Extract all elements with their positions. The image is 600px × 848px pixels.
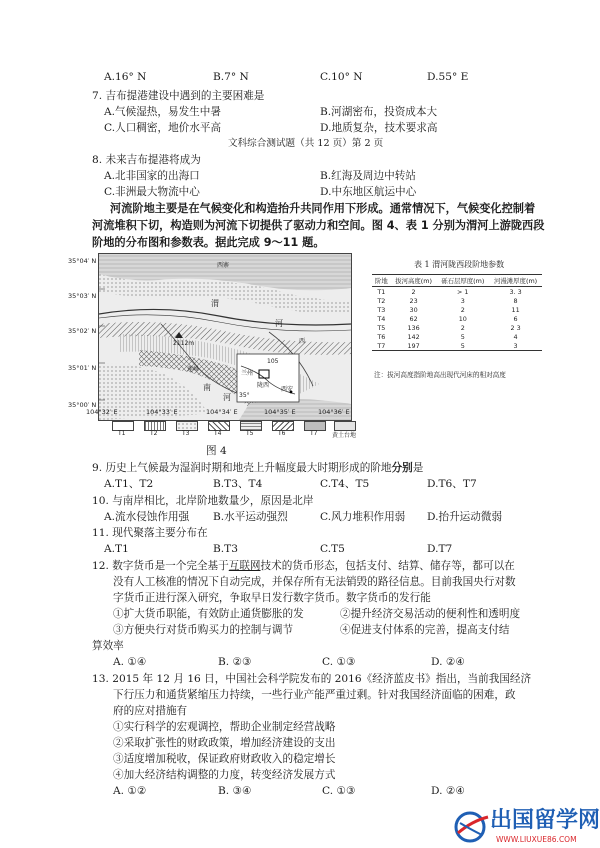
q8-option-d: D.中东地区航运中心 (320, 186, 417, 198)
page-footer: 文科综合测试题（共 12 页）第 2 页 (228, 138, 384, 149)
lat-label-2: 35°03′ N (68, 292, 97, 300)
passage-line-2: 河流堆积下切，构造则为河流下切提供了驱动力和空间。图 4、表 1 分别为渭河上游陇西段 (92, 219, 545, 232)
lon-label-4: 104°35′ E (264, 408, 296, 416)
table-row (372, 287, 542, 297)
inset-label-lanzhou: 兰州 (241, 370, 254, 377)
legend-label-t5: T5 (246, 430, 254, 437)
table-row (372, 323, 542, 332)
table-cell: 11 (511, 305, 520, 314)
terrace-parameter-table (372, 274, 542, 351)
lon-label-1: 104°32′ E (86, 408, 118, 416)
inset-label-105: 105 (267, 358, 279, 365)
q12-option-c: C. ①③ (322, 656, 356, 668)
q13-item-1: ①实行科学的宏观调控，帮助企业制定经营战略 (113, 721, 336, 733)
table-cell: 3 (489, 341, 542, 351)
q6-option-a: A.16° N (104, 71, 147, 83)
q13-option-c: C. ①③ (322, 785, 356, 797)
table-cell: 10 (458, 314, 467, 323)
place-label-xi: 西 (299, 338, 306, 345)
q9-stem-emphasis: 分别 (391, 462, 413, 474)
lat-label-4: 35°01′ N (68, 364, 97, 372)
river-label-wei: 渭 (211, 299, 219, 308)
q11-option-b: B.T3 (213, 543, 238, 555)
table-cell: 136 (407, 323, 420, 332)
q13-line-2: 下行压力和通货紧缩压力持续，一些行业产能严重过剩。针对我国经济面临的困难，政 (113, 689, 516, 701)
q11-option-a: A.T1 (104, 543, 129, 555)
q12-option-a: A. ①④ (113, 656, 147, 668)
q8-stem: 8. 未来吉布提港将成为 (92, 154, 201, 166)
q13-option-b: B. ③④ (218, 785, 252, 797)
inset-label-longxi: 陇西 (257, 382, 270, 389)
table-cell: 2 (460, 323, 465, 332)
q7-stem: 7. 吉布提港建设中遇到的主要困难是 (92, 90, 265, 102)
table-cell: 4 (513, 332, 518, 341)
river-label-he: 河 (275, 319, 283, 328)
watermark-site-url: WWW.LIUXUE86.COM (496, 835, 577, 844)
table-row (372, 314, 542, 323)
table-row (372, 305, 542, 314)
q8-option-a: A.北非国家的出海口 (104, 170, 200, 182)
passage-line-3: 阶地的分布图和参数表。据此完成 9～11 题。 (92, 236, 325, 249)
q9-stem-text: 9. 历史上气候最为湿润时期和地壳上升幅度最大时期形成的阶地 (92, 462, 392, 474)
legend-label-t6: T6 (278, 430, 286, 437)
lon-label-2: 104°33′ E (146, 408, 178, 416)
q10-stem: 10. 与南岸相比，北岸阶地数量少，原因是北岸 (92, 495, 314, 507)
table-cell: 5 (436, 341, 489, 351)
q9-option-d: D.T6、T7 (427, 478, 477, 490)
q13-item-3: ③适度增加税收，保证政府财政收入的稳定增长 (113, 753, 336, 765)
q12-item-3: ③方便央行对货币购买力的控制与调节 (113, 624, 294, 636)
legend-label-t2: T2 (150, 430, 158, 437)
table-cell: T6 (377, 332, 386, 341)
q7-option-b: B.河湖密布，投资成本大 (320, 106, 438, 118)
q6-option-b: B.7° N (213, 71, 249, 83)
table-cell: 197 (391, 341, 437, 351)
table-cell: 2 (460, 305, 465, 314)
table-cell: 2 (411, 287, 416, 296)
legend-label-t7: T7 (310, 430, 318, 437)
q9-stem-end: 是 (412, 462, 424, 474)
table-header-cell: 阶地 (372, 275, 391, 287)
table-cell: T1 (377, 287, 386, 296)
legend-label-t3: T3 (182, 430, 190, 437)
q13-option-d: D. ②④ (431, 785, 465, 797)
q13-line-1: 13. 2015 年 12 月 16 日，中国社会科学院发布的 2016《经济蓝皮书》指出，当前我国经济 (92, 673, 532, 685)
q12-item-4: ④促进支付体系的完善，提高支付结 (340, 624, 510, 636)
q9-option-a: A.T1、T2 (104, 478, 154, 490)
watermark-globe-icon (452, 809, 492, 845)
table-row (372, 296, 542, 305)
table-cell: 5 (460, 332, 465, 341)
site-watermark (452, 808, 598, 846)
q10-option-a: A.流水侵蚀作用强 (104, 511, 190, 523)
place-label-nan: 南 (203, 383, 211, 392)
table-cell: 3. 3 (509, 287, 522, 296)
q10-option-c: C.风力堆积作用弱 (320, 511, 406, 523)
table-row (372, 341, 542, 351)
q13-item-2: ②采取扩张性的财政政策，增加经济建设的支出 (113, 737, 336, 749)
table-cell: T4 (377, 314, 386, 323)
q11-option-c: C.T5 (320, 543, 345, 555)
q12-line-3: 字货币正进行深入研究，争取早日发行数字货币。数字货币的发行能 (113, 592, 431, 604)
q12-item-1: ①扩大货币职能，有效防止通货膨胀的发 (113, 608, 304, 620)
q7-option-d: D.地质复杂，技术要求高 (320, 122, 438, 134)
q13-line-3: 府的应对措施有 (113, 705, 188, 717)
q12-line-1-a: 12. 数字货币是一个完全基于 (92, 560, 229, 572)
q13-option-a: A. ①② (113, 785, 147, 797)
q10-option-d: D.抬升运动微弱 (427, 511, 503, 523)
watermark-site-name: 出国留学网 (490, 808, 600, 833)
table-header-row (372, 275, 542, 287)
table-cell: 8 (513, 296, 518, 305)
q13-item-4: ④加大经济结构调整的力度，转变经济发展方式 (113, 769, 336, 781)
table-cell: T2 (377, 296, 386, 305)
table-header-cell: 河漫滩厚度(m) (489, 275, 542, 287)
place-label-xizhai: 西寨 (217, 262, 230, 269)
lat-label-1: 35°04′ N (68, 257, 97, 265)
q12-item-4-continued: 算效率 (92, 640, 124, 652)
q9-option-c: C.T4、T5 (320, 478, 370, 490)
q6-option-c: C.10° N (320, 71, 363, 83)
q9-option-b: B.T3、T4 (213, 478, 263, 490)
q12-line-2: 没有人工核准的情况下自动完成，并保存所有无法销毁的路径信息。目前我国央行对数 (113, 576, 516, 588)
q12-option-d: D. ②④ (431, 656, 465, 668)
q7-option-c: C.人口稠密，地价水平高 (104, 122, 222, 134)
table-header-cell: 砾石层厚度(m) (436, 275, 489, 287)
q11-option-d: D.T7 (427, 543, 453, 555)
lat-label-5: 35°00′ N (68, 401, 97, 409)
table-cell: 6 (513, 314, 518, 323)
place-label-lianfeng: 莲峰 (187, 366, 200, 373)
table-cell: 142 (407, 332, 420, 341)
q7-option-a: A.气候湿热，易发生中暑 (104, 106, 221, 118)
table-cell: > 1 (457, 287, 469, 296)
lat-label-3: 35°02′ N (68, 327, 97, 335)
q12-option-b: B. ②③ (218, 656, 252, 668)
table-cell: 3 (460, 296, 465, 305)
table-title: 表 1 渭河陇西段阶地参数 (414, 260, 505, 269)
table-cell: 2 3 (510, 323, 521, 332)
q8-option-c: C.非洲最大物流中心 (104, 186, 200, 198)
q12-item-2: ②提升经济交易活动的便利性和透明度 (340, 608, 521, 620)
terrace-map (98, 253, 352, 421)
legend-label-t1: T1 (118, 430, 126, 437)
legend-label-loess: 黄土台地 (332, 432, 357, 439)
table-row (372, 332, 542, 341)
q9-stem (92, 461, 423, 475)
passage-line-1: 河流阶地主要是在气候变化和构造抬升共同作用下形成。通常情况下，气候变化控制着 (110, 202, 536, 215)
table-cell: 62 (409, 314, 418, 323)
lon-label-5: 104°36′ E (318, 408, 350, 416)
table-cell: 23 (409, 296, 418, 305)
inset-label-35: 35° (239, 392, 250, 399)
inset-label-xian: 西安 (281, 386, 294, 393)
table-cell: 30 (409, 305, 418, 314)
table-cell: T5 (377, 323, 386, 332)
table-header-cell: 拔河高度(m) (391, 275, 437, 287)
legend-label-t4: T4 (214, 430, 222, 437)
table-cell: T7 (372, 341, 391, 351)
place-label-he: 河 (223, 393, 231, 402)
table-cell: T3 (377, 305, 386, 314)
q12-line-1 (92, 559, 515, 573)
table-note: 注：拔河高度指阶地高出现代河床的相对高度 (374, 371, 506, 379)
q6-option-d: D.55° E (427, 71, 469, 83)
q12-underlined-term: 互联网 (228, 560, 261, 572)
peak-elevation-label: 2112m (173, 340, 195, 347)
q8-option-b: B.红海及周边中转站 (320, 170, 416, 182)
q11-stem: 11. 现代聚落主要分布在 (92, 527, 208, 539)
lon-label-3: 104°34′ E (206, 408, 238, 416)
q10-option-b: B.水平运动强烈 (213, 511, 288, 523)
figure-caption: 图 4 (206, 445, 227, 457)
q12-line-1-b: 技术的货币形态，包括支付、结算、储存等，都可以在 (260, 560, 515, 572)
